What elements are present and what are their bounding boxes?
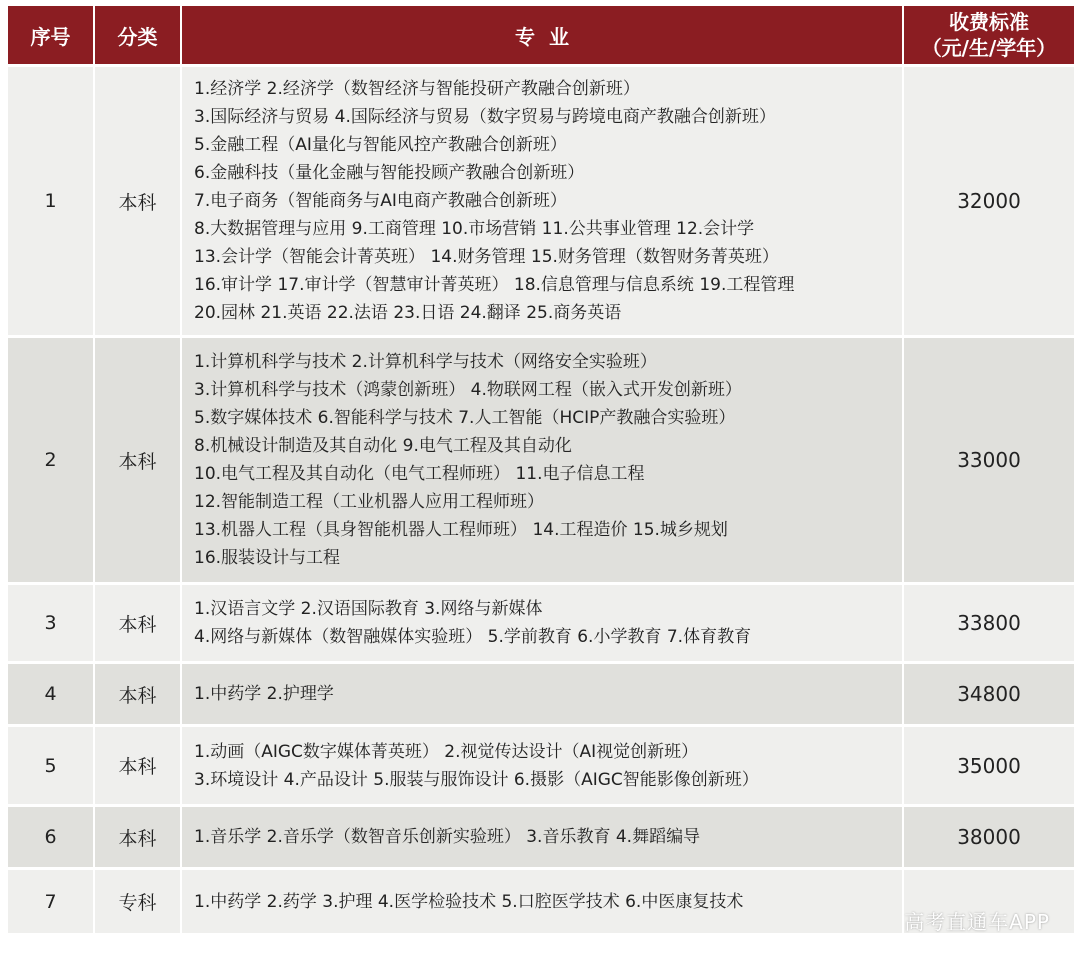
header-category: 分类: [95, 6, 182, 64]
row-category: 本科: [95, 724, 182, 804]
row-category: 本科: [95, 661, 182, 724]
major-line: 8.大数据管理与应用 9.工商管理 10.市场营销 11.公共事业管理 12.会计学: [194, 219, 755, 239]
table-row: [8, 582, 1074, 661]
major-line: 1.中药学 2.药学 3.护理 4.医学检验技术 5.口腔医学技术 6.中医康复技术: [194, 891, 744, 912]
header-fee-line1: 收费标准: [949, 10, 1029, 34]
row-category: 本科: [95, 64, 182, 335]
row-index: 6: [8, 804, 95, 867]
row-majors: [182, 867, 904, 933]
row-majors: [182, 804, 904, 867]
watermark: 高考直通车APP: [904, 910, 1050, 934]
row-category: 本科: [95, 335, 182, 582]
row-category: 本科: [95, 804, 182, 867]
major-line: 5.金融工程（AI量化与智能风控产教融合创新班）: [194, 135, 567, 155]
row-fee: 32000: [904, 64, 1074, 335]
major-line: 12.智能制造工程（工业机器人应用工程师班）: [194, 492, 545, 512]
row-fee: 34800: [904, 661, 1074, 724]
table-row: [8, 724, 1074, 804]
major-line: 8.机械设计制造及其自动化 9.电气工程及其自动化: [194, 436, 572, 456]
table-row: [8, 661, 1074, 724]
major-line: 1.汉语言文学 2.汉语国际教育 3.网络与新媒体: [194, 599, 543, 619]
tuition-table: [8, 6, 1074, 933]
major-line: 20.园林 21.英语 22.法语 23.日语 24.翻译 25.商务英语: [194, 303, 622, 323]
major-line: 3.环境设计 4.产品设计 5.服装与服饰设计 6.摄影（AIGC智能影像创新班）: [194, 769, 759, 790]
major-line: 1.经济学 2.经济学（数智经济与智能投研产教融合创新班）: [194, 79, 640, 99]
major-line: 4.网络与新媒体（数智融媒体实验班） 5.学前教育 6.小学教育 7.体育教育: [194, 627, 752, 647]
major-line: 1.计算机科学与技术 2.计算机科学与技术（网络安全实验班）: [194, 352, 657, 372]
row-majors: [182, 661, 904, 724]
major-line: 1.音乐学 2.音乐学（数智音乐创新实验班） 3.音乐教育 4.舞蹈编导: [194, 827, 701, 847]
row-fee: 33800: [904, 582, 1074, 661]
row-majors: [182, 582, 904, 661]
row-index: 2: [8, 335, 95, 582]
header-fee-line2: （元/生/学年）: [921, 36, 1057, 60]
row-majors: [182, 335, 904, 582]
header-major: 专 业: [182, 6, 904, 64]
major-line: 3.计算机科学与技术（鸿蒙创新班） 4.物联网工程（嵌入式开发创新班）: [194, 380, 742, 400]
major-line: 1.动画（AIGC数字媒体菁英班） 2.视觉传达设计（AI视觉创新班）: [194, 741, 699, 762]
row-index: 5: [8, 724, 95, 804]
major-line: 13.机器人工程（具身智能机器人工程师班） 14.工程造价 15.城乡规划: [194, 520, 728, 540]
table-row: [8, 64, 1074, 335]
table-header-row: [8, 6, 1074, 64]
header-index: 序号: [8, 6, 95, 64]
row-category: 本科: [95, 582, 182, 661]
major-line: 10.电气工程及其自动化（电气工程师班） 11.电子信息工程: [194, 464, 645, 484]
major-line: 5.数字媒体技术 6.智能科学与技术 7.人工智能（HCIP产教融合实验班）: [194, 408, 736, 428]
table-row: [8, 335, 1074, 582]
header-fee: [904, 6, 1074, 64]
row-fee: 33000: [904, 335, 1074, 582]
row-index: 3: [8, 582, 95, 661]
table-row: [8, 804, 1074, 867]
row-index: 4: [8, 661, 95, 724]
row-category: 专科: [95, 867, 182, 933]
row-index: 1: [8, 64, 95, 335]
major-line: 7.电子商务（智能商务与AI电商产教融合创新班）: [194, 191, 567, 211]
major-line: 16.服装设计与工程: [194, 548, 341, 568]
major-line: 16.审计学 17.审计学（智慧审计菁英班） 18.信息管理与信息系统 19.工程管理: [194, 275, 795, 295]
major-line: 13.会计学（智能会计菁英班） 14.财务管理 15.财务管理（数智财务菁英班）: [194, 247, 779, 267]
row-fee: 38000: [904, 804, 1074, 867]
row-majors: [182, 64, 904, 335]
major-line: 6.金融科技（量化金融与智能投顾产教融合创新班）: [194, 163, 585, 183]
major-line: 1.中药学 2.护理学: [194, 684, 334, 704]
row-majors: [182, 724, 904, 804]
row-index: 7: [8, 867, 95, 933]
major-line: 3.国际经济与贸易 4.国际经济与贸易（数字贸易与跨境电商产教融合创新班）: [194, 107, 776, 127]
row-fee: 35000: [904, 724, 1074, 804]
